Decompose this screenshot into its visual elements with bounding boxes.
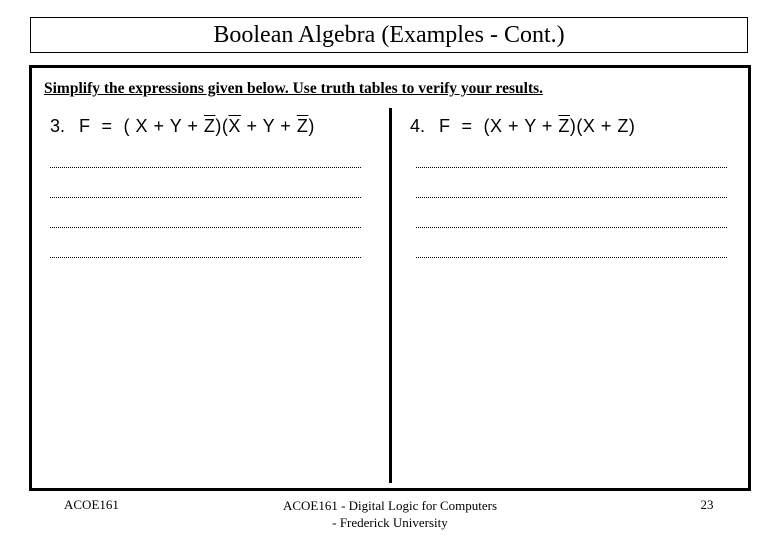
problem-3 xyxy=(50,116,315,137)
problem-4-number: 4. xyxy=(410,116,426,136)
expression-segment: )(X + Z) xyxy=(569,116,636,136)
footer-course-code: ACOE161 xyxy=(64,497,119,512)
footer-page-number: 23 xyxy=(700,497,714,512)
answer-line xyxy=(416,167,727,168)
footer-course-title xyxy=(250,497,530,531)
answer-line xyxy=(50,257,361,258)
expression-segment: + Y + xyxy=(240,116,297,136)
complemented-variable: $\overline{Z}$ xyxy=(296,116,309,136)
slide-title: Boolean Algebra (Examples - Cont.) xyxy=(30,17,748,53)
expression-segment: F = ( X + Y + xyxy=(79,116,204,136)
problem-4-expression xyxy=(439,116,635,136)
answer-line xyxy=(50,197,361,198)
instructions-text: Simplify the expressions given below. Use truth tables to verify your results. xyxy=(44,80,544,97)
problem-4 xyxy=(410,116,635,137)
complemented-variable: $\overline{Z}$ xyxy=(203,116,216,136)
expression-segment: F = (X + Y + xyxy=(439,116,559,136)
problem-3-number: 3. xyxy=(50,116,66,136)
answer-line xyxy=(50,227,361,228)
column-divider xyxy=(389,108,392,483)
answer-line xyxy=(416,257,727,258)
footer-course-title-line2: - Frederick University xyxy=(332,515,448,530)
problem-3-expression xyxy=(79,116,315,136)
content-panel xyxy=(29,65,751,491)
answer-line xyxy=(416,197,727,198)
expression-segment: ) xyxy=(308,116,315,136)
footer-course-title-line1: ACOE161 - Digital Logic for Computers xyxy=(282,498,498,513)
answer-line xyxy=(416,227,727,228)
complemented-variable: $\overline{X}$ xyxy=(228,116,241,136)
complemented-variable: $\overline{Z}$ xyxy=(558,116,570,136)
expression-segment: )( xyxy=(215,116,229,136)
answer-line xyxy=(50,167,361,168)
